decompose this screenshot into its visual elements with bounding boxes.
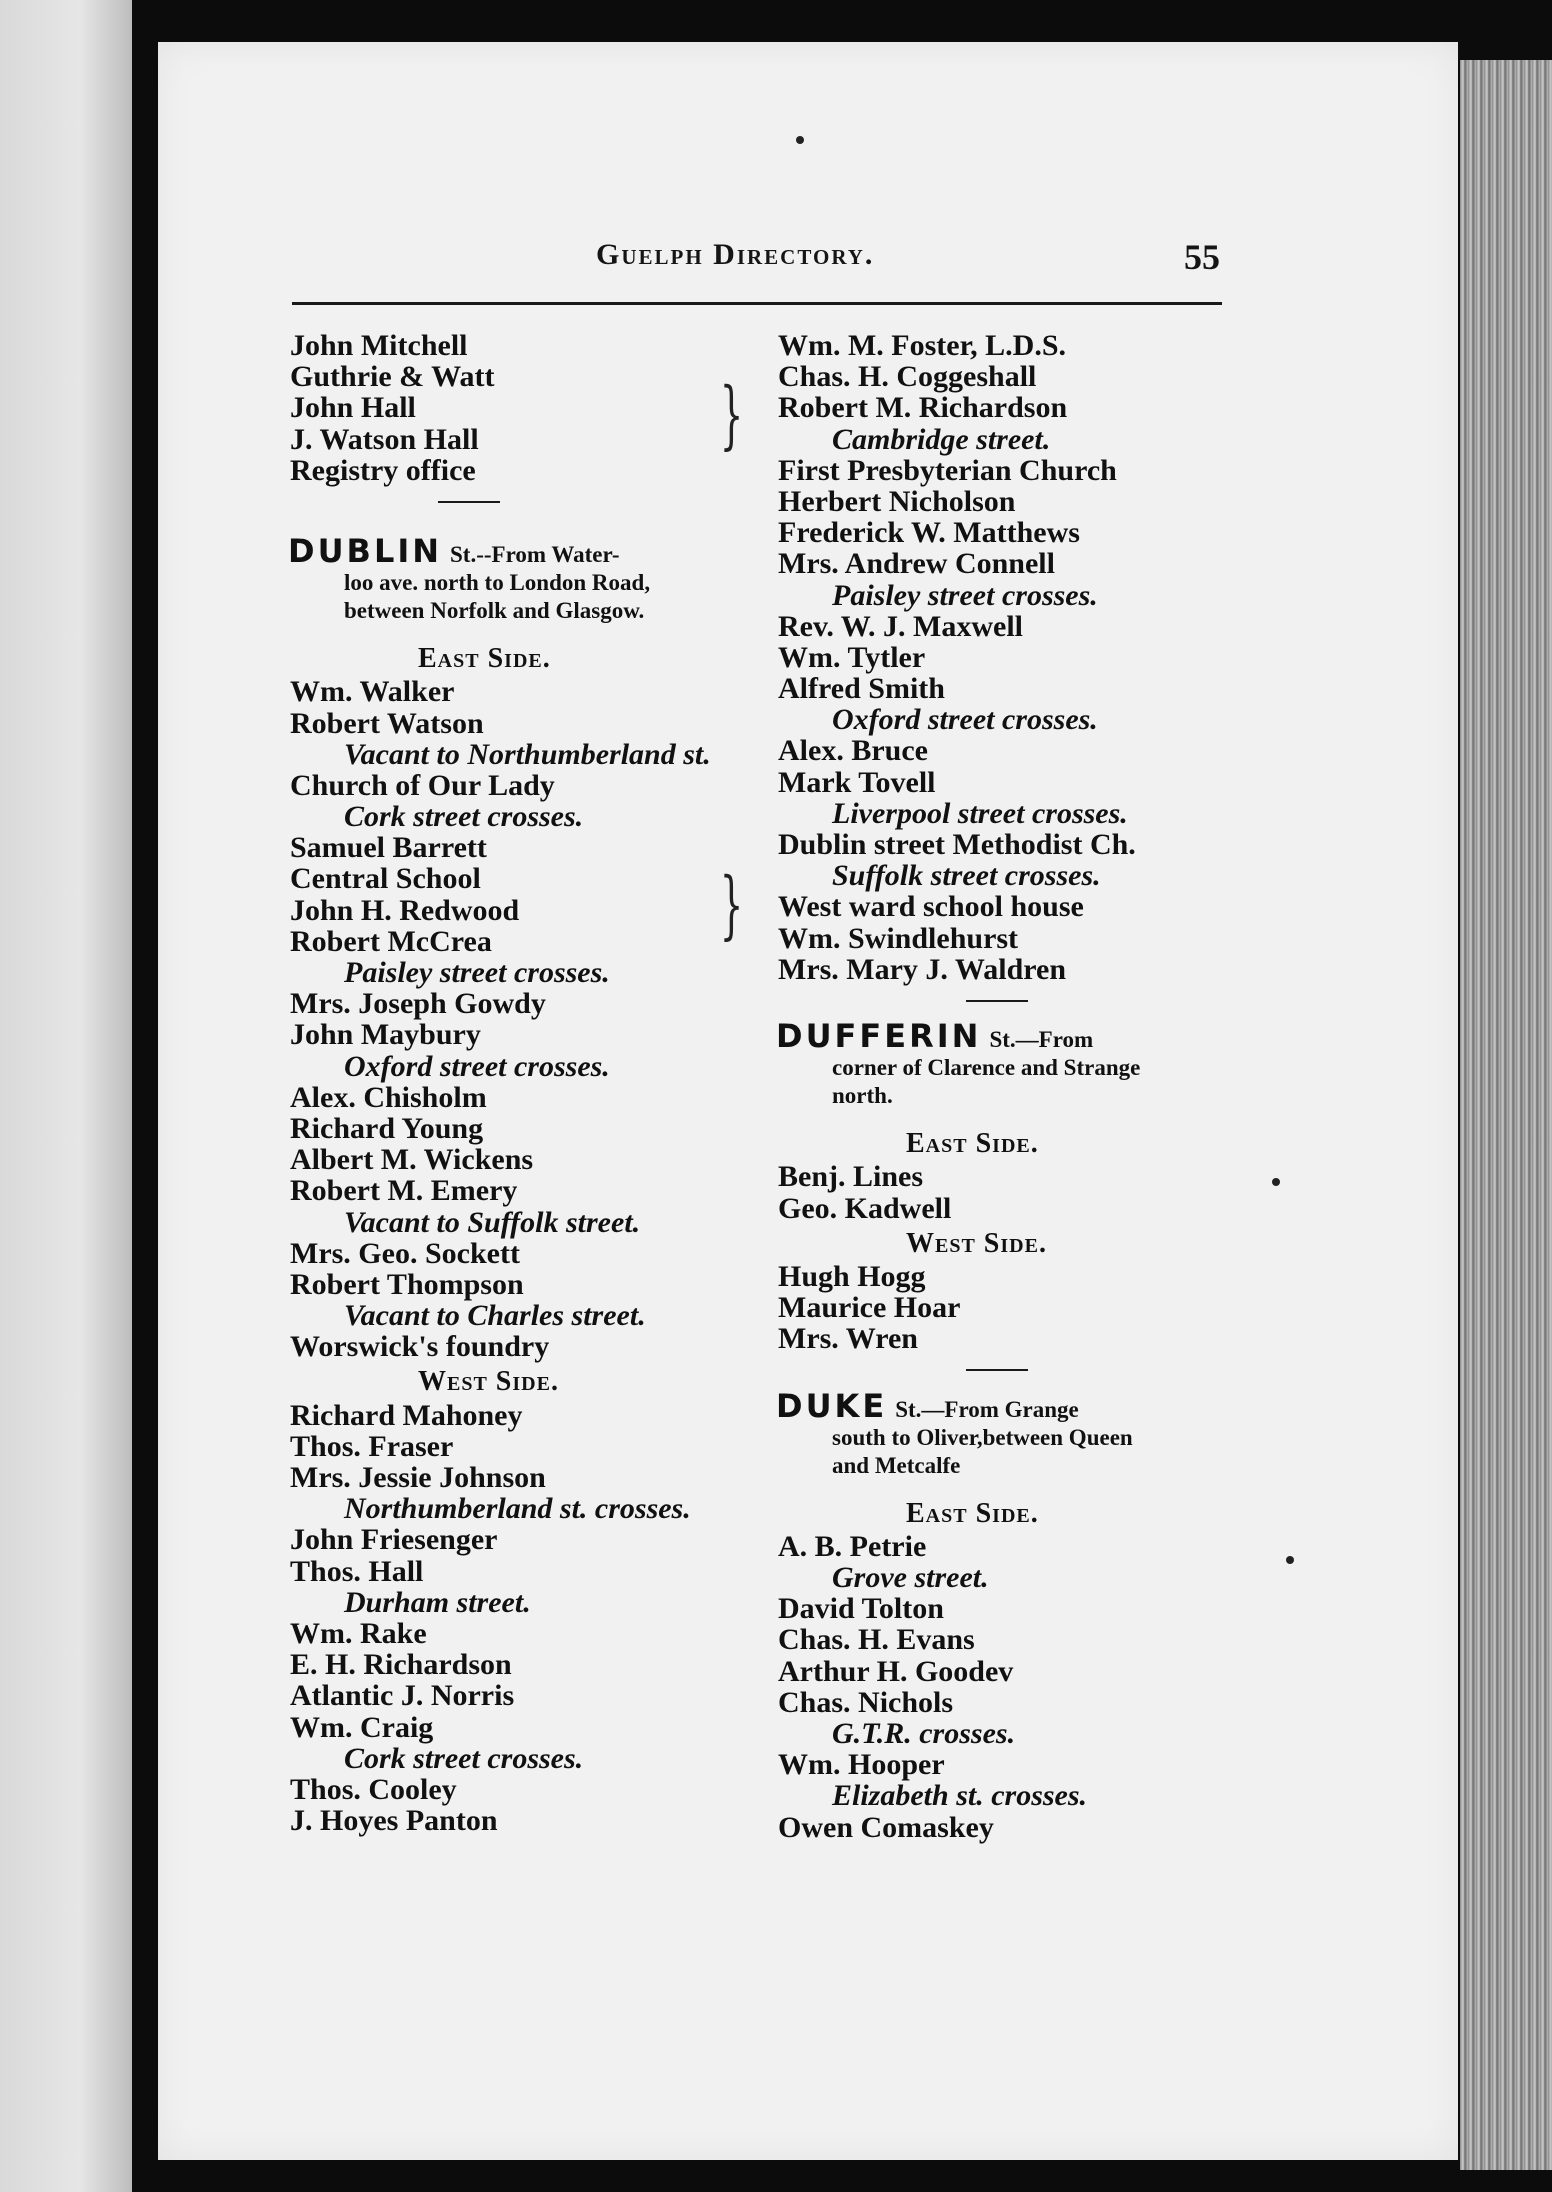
directory-entry: Maurice Hoar (778, 1291, 961, 1325)
side-heading: West Side. (906, 1227, 1047, 1259)
directory-entry: Arthur H. Goodev (778, 1654, 1014, 1688)
directory-entry: J. Hoyes Panton (290, 1804, 498, 1838)
directory-entry: Mrs. Joseph Gowdy (290, 987, 546, 1021)
directory-entry: Alex. Bruce (778, 734, 928, 768)
brace-symbol: } (719, 862, 744, 948)
directory-entry: Alex. Chisholm (290, 1080, 487, 1114)
cross-street-note: Grove street. (832, 1561, 989, 1594)
cross-street-note: Vacant to Northumberland st. (344, 737, 711, 771)
directory-entry: Chas. H. Evans (778, 1623, 975, 1657)
cross-street-note: Paisley street crosses. (344, 956, 610, 989)
side-heading: East Side. (906, 1497, 1039, 1529)
ink-speck (796, 136, 804, 144)
side-heading: West Side. (418, 1366, 559, 1398)
divider-rule (966, 1000, 1028, 1002)
directory-entry: Owen Comaskey (778, 1810, 994, 1844)
directory-entry: Robert M. Emery (290, 1174, 518, 1208)
cross-street-note: Vacant to Suffolk street. (344, 1205, 641, 1239)
side-heading: East Side. (418, 643, 551, 675)
directory-entry: Atlantic J. Norris (290, 1679, 515, 1713)
cross-street-note: Suffolk street crosses. (832, 859, 1101, 893)
directory-entry: Dublin street Methodist Ch. (778, 828, 1136, 861)
directory-entry: Robert M. Richardson (778, 391, 1068, 425)
directory-entry: Wm. Walker (290, 675, 455, 709)
street-heading (776, 1386, 1246, 1425)
directory-entry: Wm. Craig (290, 1710, 434, 1744)
directory-entry: John Maybury (290, 1018, 481, 1052)
directory-entry: Central School (290, 862, 481, 896)
directory-entry: Rev. W. J. Maxwell (778, 609, 1023, 643)
spacer (288, 517, 748, 531)
directory-entry: Robert McCrea (290, 924, 492, 958)
cross-street-note: Cambridge street. (832, 422, 1051, 456)
spacer (776, 1480, 1246, 1494)
section-divider (776, 985, 1246, 1016)
directory-entry: Thos. Cooley (290, 1772, 457, 1806)
street-name: DUFFERIN (776, 1017, 982, 1056)
directory-entry: Hugh Hogg (778, 1259, 926, 1293)
directory-entry: Wm. Rake (290, 1616, 427, 1650)
directory-entry: John Mitchell (290, 329, 468, 362)
header-rule (292, 302, 1222, 305)
directory-entry: Robert Watson (290, 706, 484, 740)
directory-entry: Mrs. Jessie Johnson (290, 1461, 546, 1494)
directory-entry: John Friesenger (290, 1523, 498, 1557)
directory-entry: Samuel Barrett (290, 831, 487, 865)
directory-entry: Wm. Swindlehurst (778, 921, 1019, 955)
street-description: St.--From Water- (450, 542, 620, 568)
directory-entry: Richard Mahoney (290, 1398, 523, 1432)
divider-rule (438, 501, 500, 503)
street-description: north. (832, 1083, 893, 1109)
page-edges (1460, 60, 1552, 2170)
directory-entry: E. H. Richardson (290, 1648, 512, 1682)
cross-street-note: Cork street crosses. (344, 800, 584, 834)
directory-entry: John Hall (290, 391, 416, 425)
cross-street-note: Oxford street crosses. (832, 703, 1098, 737)
directory-entry: Mrs. Wren (778, 1322, 918, 1356)
directory-entry: Mrs. Andrew Connell (778, 547, 1055, 581)
directory-entry: Benj. Lines (778, 1160, 924, 1194)
running-head: Guelph Directory. (596, 238, 875, 271)
street-description: St.—From Grange (895, 1396, 1079, 1422)
right-column (776, 330, 1246, 1843)
ink-speck (1286, 1556, 1294, 1564)
cross-street-note: Paisley street crosses. (832, 578, 1098, 612)
side-heading: East Side. (906, 1128, 1039, 1160)
directory-entry: Mrs. Geo. Sockett (290, 1236, 520, 1270)
spacer (776, 1110, 1246, 1124)
divider-rule (966, 1369, 1028, 1371)
cross-street-note: Elizabeth st. crosses. (832, 1779, 1088, 1813)
directory-entry: Alfred Smith (778, 672, 945, 706)
directory-entry: West ward school house (778, 890, 1084, 924)
facing-page-edge (0, 0, 132, 2192)
directory-entry: John H. Redwood (290, 893, 520, 927)
directory-entry: Wm. Hooper (778, 1748, 945, 1782)
cross-street-note: Vacant to Charles street. (344, 1299, 646, 1333)
street-heading (288, 532, 748, 571)
directory-entry: First Presbyterian Church (778, 453, 1117, 487)
directory-entry: Thos. Fraser (290, 1429, 454, 1463)
page-number: 55 (1184, 237, 1220, 277)
cross-street-note: Cork street crosses. (344, 1741, 584, 1775)
directory-entry: J. Watson Hall (290, 422, 479, 456)
directory-entry: Herbert Nicholson (778, 484, 1016, 518)
directory-entry: David Tolton (778, 1592, 944, 1626)
street-description: loo ave. north to London Road, (344, 570, 651, 596)
street-description: St.—From (989, 1027, 1094, 1053)
cross-street-note: G.T.R. crosses. (832, 1716, 1016, 1750)
spacer (288, 625, 748, 639)
ink-speck (1272, 1178, 1280, 1186)
street-heading (776, 1017, 1246, 1056)
cross-street-note: Northumberland st. crosses. (344, 1492, 691, 1526)
left-column (288, 330, 748, 1836)
directory-entry: Mark Tovell (778, 765, 936, 799)
directory-entry: Wm. M. Foster, L.D.S. (778, 329, 1067, 362)
directory-entry: Frederick W. Matthews (778, 516, 1080, 550)
directory-entry: Mrs. Mary J. Waldren (778, 952, 1067, 986)
cross-street-note: Oxford street crosses. (344, 1049, 610, 1083)
street-description: between Norfolk and Glasgow. (344, 598, 645, 624)
directory-entry: Thos. Hall (290, 1554, 424, 1588)
directory-entry: Worswick's foundry (290, 1330, 550, 1364)
street-description: south to Oliver,between Queen (832, 1424, 1133, 1450)
directory-entry: Albert M. Wickens (290, 1143, 534, 1177)
cross-street-note: Durham street. (344, 1585, 531, 1619)
brace-symbol: } (719, 372, 744, 458)
directory-entry: Registry office (290, 453, 476, 487)
directory-entry: Guthrie & Watt (290, 360, 495, 394)
directory-entry: A. B. Petrie (778, 1529, 927, 1563)
directory-entry: Richard Young (290, 1111, 484, 1145)
street-name: DUKE (776, 1386, 888, 1425)
directory-entry: Chas. Nichols (778, 1685, 954, 1719)
street-description: corner of Clarence and Strange (832, 1055, 1141, 1081)
section-divider (288, 486, 748, 517)
directory-entry: Geo. Kadwell (778, 1191, 952, 1225)
section-divider (776, 1354, 1246, 1385)
directory-entry: Wm. Tytler (778, 640, 926, 674)
directory-entry: Chas. H. Coggeshall (778, 360, 1037, 394)
directory-entry: Church of Our Lady (290, 768, 555, 802)
street-name: DUBLIN (288, 532, 443, 571)
street-description: and Metcalfe (832, 1452, 961, 1478)
directory-entry: Robert Thompson (290, 1267, 524, 1301)
cross-street-note: Liverpool street crosses. (832, 796, 1128, 830)
